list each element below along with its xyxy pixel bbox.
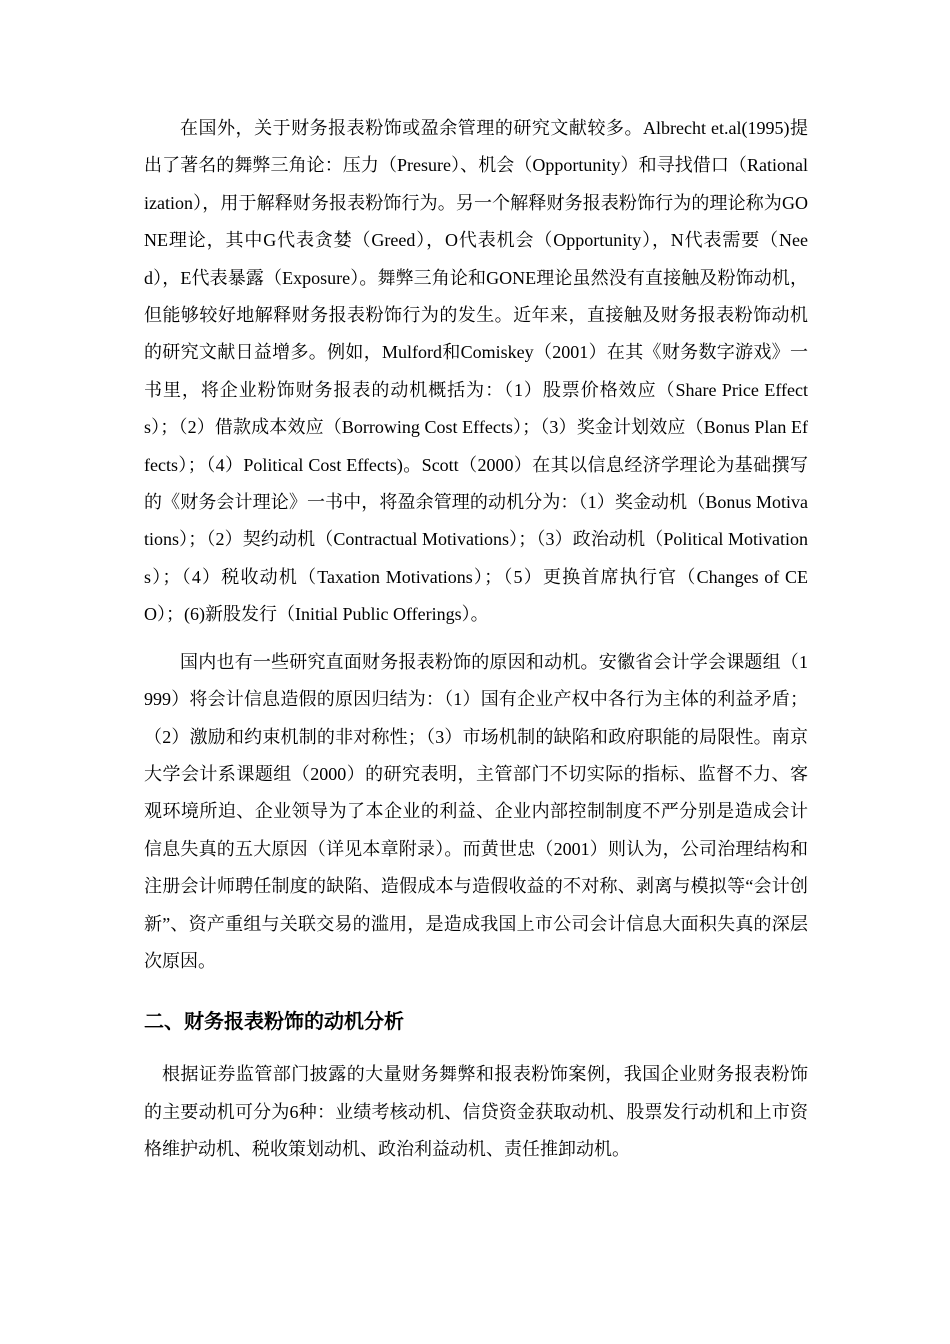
paragraph-domestic-research: 国内也有一些研究直面财务报表粉饰的原因和动机。安徽省会计学会课题组（1999）将会计信息造假的原因归结为：（1）国有企业产权中各行为主体的利益矛盾；（2）激励和约束机制的非对称性；（3）市场机制的缺陷和政府职能的局限性。南京大学会计系课题组（2000）的研究表明，主管部门不切实际的指标、监督不力、客观环境所迫、企业领导为了本企业的利益、企业内部控制制度不严分别是造成会计信息失真的五大原因（详见本章附录）。而黄世忠（2001）则认为，公司治理结构和注册会计师聘任制度的缺陷、造假成本与造假收益的不对称、剥离与模拟等“会计创新”、资产重组与关联交易的滥用，是造成我国上市公司会计信息大面积失真的深层次原因。 xyxy=(144,651,808,971)
document-page xyxy=(144,110,808,1169)
paragraph-motivation-analysis: 根据证券监管部门披露的大量财务舞弊和报表粉饰案例，我国企业财务报表粉饰的主要动机可分为6种：业绩考核动机、信贷资金获取动机、股票发行动机和上市资格维护动机、税收策划动机、政治利益动机、责任推卸动机。 xyxy=(144,1064,808,1160)
section-heading: 二、财务报表粉饰的动机分析 xyxy=(144,1009,404,1034)
paragraph-foreign-research: 在国外，关于财务报表粉饰或盈余管理的研究文献较多。Albrecht et.al(1995)提出了著名的舞弊三角论：压力（Presure）、机会（Opportunity）和寻找借口（Rationalization），用于解释财务报表粉饰行为。另一个解释财务报表粉饰行为的理论称为GONE理论，其中G代表贪婪（Greed），O代表机会（Opportunity），N代表需要（Need），E代表暴露（Exposure）。舞弊三角论和GONE理论虽然没有直接触及粉饰动机，但能够较好地解释财务报表粉饰行为的发生。近年来，直接触及财务报表粉饰动机的研究文献日益增多。例如，Mulford和Comiskey（2001）在其《财务数字游戏》一书里，将企业粉饰财务报表的动机概括为：（1）股票价格效应（Share Price Effects）；（2）借款成本效应（Borrowing Cost Effects）；（3）奖金计划效应（Bonus Plan Effects）；（4）Political Cost Effects)。Scott（2000）在其以信息经济学理论为基础撰写的《财务会计理论》一书中，将盈余管理的动机分为：（1）奖金动机（Bonus Motivations）；（2）契约动机（Contractual Motivations）；（3）政治动机（Political Motivations）；（4）税收动机（Taxation Motivations）；（5）更换首席执行官（Changes of CEO）；(6)新股发行（Initial Public Offerings）。 xyxy=(144,118,808,625)
